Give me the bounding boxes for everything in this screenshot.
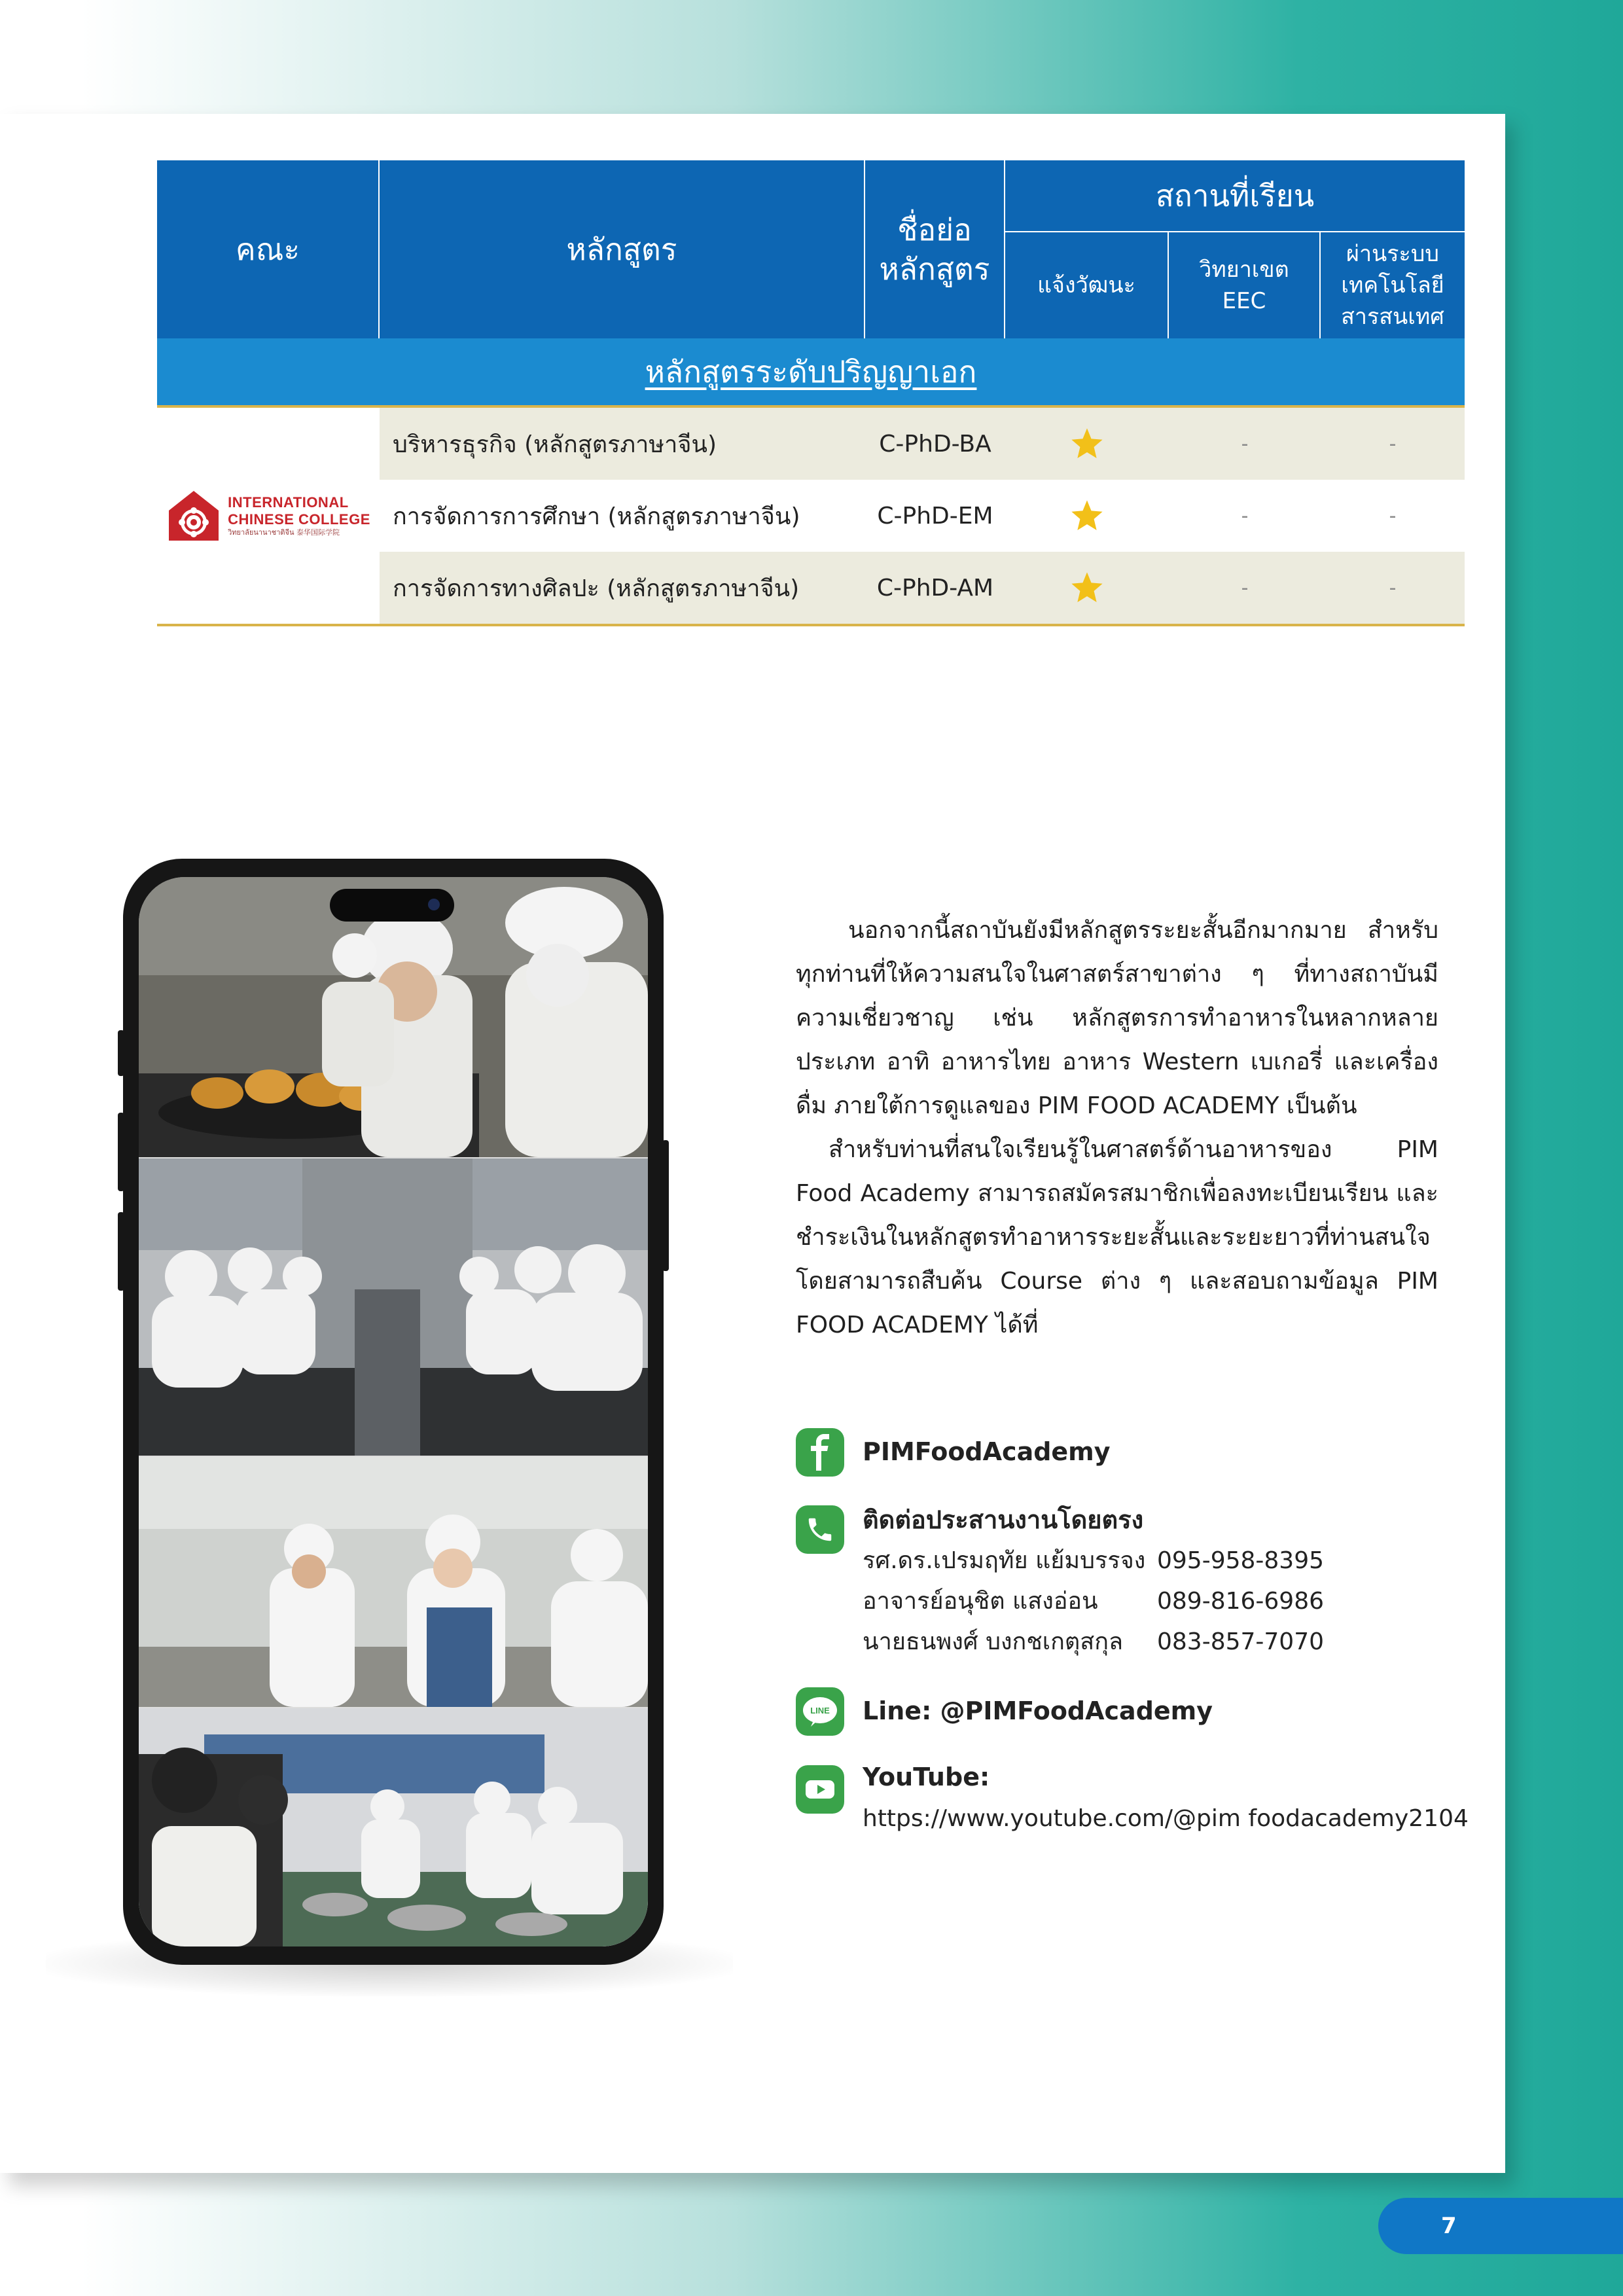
program-name: การจัดการทางศิลปะ (หลักสูตรภาษาจีน) — [393, 575, 800, 602]
line-icon-text: LINE — [810, 1706, 830, 1715]
phone-mockup — [123, 859, 664, 1965]
phone-icon — [796, 1505, 844, 1554]
header-divider — [378, 160, 380, 338]
phone-button — [118, 1212, 124, 1291]
header-loc-chaengwattana: แจ้งวัฒนะ — [1037, 272, 1135, 298]
phone-button — [118, 1113, 124, 1191]
loc-chaengwattana — [1005, 570, 1169, 605]
loc-eec: - — [1241, 576, 1249, 600]
program-table — [157, 160, 1465, 626]
contact-person — [863, 1541, 1324, 1581]
header-loc-eec: วิทยาเขต EEC — [1199, 257, 1289, 314]
header-location: สถานที่เรียน — [1155, 178, 1315, 213]
header-abbr: ชื่อย่อ หลักสูตร — [879, 212, 990, 287]
line-icon — [796, 1687, 844, 1736]
header-faculty: คณะ — [235, 232, 300, 267]
section-title-doctoral: หลักสูตรระดับปริญญาเอก — [157, 338, 1465, 408]
photo-class-prep — [139, 1708, 648, 1946]
header-program: หลักสูตร — [566, 232, 677, 267]
camera-icon — [428, 899, 440, 910]
person-phone[interactable]: 089-816-6986 — [1157, 1588, 1325, 1615]
program-abbr: C-PhD-EM — [877, 502, 993, 529]
loc-eec: - — [1241, 432, 1249, 456]
header-loc-online: ผ่านระบบ เทคโนโลยี สารสนเทศ — [1341, 241, 1444, 330]
phone-screen — [139, 877, 648, 1946]
youtube-icon — [796, 1765, 844, 1814]
person-name: อาจารย์อนุชิต แสงอ่อน — [863, 1588, 1098, 1615]
phone-button — [662, 1140, 669, 1271]
header-divider — [1004, 231, 1465, 232]
college-emblem-icon — [166, 488, 221, 543]
facebook-handle: PIMFoodAcademy — [863, 1437, 1111, 1466]
person-phone[interactable]: 095-958-8395 — [1157, 1547, 1325, 1574]
table-body — [157, 408, 1465, 624]
table-bottom-rule — [157, 624, 1465, 626]
logo-line-2: CHINESE COLLEGE — [228, 511, 370, 528]
program-abbr: C-PhD-AM — [876, 574, 994, 601]
program-name: การจัดการการศึกษา (หลักสูตรภาษาจีน) — [393, 503, 800, 530]
header-divider — [1168, 232, 1169, 338]
phone-button — [118, 1030, 124, 1076]
person-name: รศ.ดร.เปรมฤทัย แย้มบรรจง — [863, 1547, 1146, 1574]
loc-online: - — [1389, 504, 1397, 528]
photo-kitchen-lab — [139, 1158, 648, 1456]
loc-online: - — [1389, 576, 1397, 600]
star-icon — [1069, 426, 1105, 461]
loc-online: - — [1389, 432, 1397, 456]
header-divider — [864, 160, 865, 338]
phone-notch — [330, 889, 454, 922]
star-icon — [1069, 498, 1105, 533]
table-header — [157, 160, 1465, 338]
loc-chaengwattana — [1005, 426, 1169, 461]
youtube-url[interactable]: https://www.youtube.com/@pim foodacademy2104 — [863, 1805, 1469, 1832]
table-row — [380, 552, 1465, 624]
facebook-icon — [796, 1428, 844, 1477]
table-row — [380, 480, 1465, 552]
header-divider — [1004, 160, 1005, 338]
logo-line-1: INTERNATIONAL — [228, 494, 349, 511]
international-chinese-college-logo — [166, 488, 370, 543]
line-handle[interactable]: Line: @PIMFoodAcademy — [863, 1696, 1213, 1725]
loc-chaengwattana — [1005, 498, 1169, 533]
contact-person — [863, 1581, 1324, 1622]
person-name: นายธนพงศ์ บงกชเกตุสกุล — [863, 1628, 1124, 1655]
logo-line-3: วิทยาลัยนานาชาติจีน 泰华国际学院 — [228, 528, 340, 537]
person-phone[interactable]: 083-857-7070 — [1157, 1628, 1325, 1655]
program-name: บริหารธุรกิจ (หลักสูตรภาษาจีน) — [393, 431, 717, 458]
header-divider — [1319, 232, 1321, 338]
phone-contact-title: ติดต่อประสานงานโดยตรง — [863, 1505, 1144, 1534]
youtube-label: YouTube: — [863, 1763, 990, 1791]
intro-paragraph: นอกจากนี้สถาบันยังมีหลักสูตรระยะสั้นอีกมากมาย สำหรับทุกท่านที่ให้ความสนใจในศาสตร์สาขาต่าง ๆ ที่ทางสถาบันมีความเชี่ยวชาญ เช่น หลักสูตรการทำอาหารในหลากหลายประเภท อาทิ อาหารไทย อาหาร Western เบเกอรี่ และเครื่องดื่ม ภายใต้การดูแลของ PIM FOOD ACADEMY เป็นต้น — [796, 917, 1438, 1119]
photo-instructors — [139, 1457, 648, 1707]
contact-person — [863, 1622, 1324, 1662]
table-row — [380, 408, 1465, 480]
faculty-logo-cell — [157, 408, 380, 624]
page-number: 7 — [1378, 2198, 1623, 2254]
program-abbr: C-PhD-BA — [879, 430, 991, 457]
star-icon — [1069, 570, 1105, 605]
signup-paragraph: สำหรับท่านที่สนใจเรียนรู้ในศาสตร์ด้านอาหารของ PIM Food Academy สามารถสมัครสมาชิกเพื่อลงทะเบียนเรียน และชำระเงินในหลักสูตรทำอาหารระยะสั้นและระยะยาวที่ท่านสนใจ โดยสามารถสืบค้น Course ต่าง ๆ และสอบถามข้อมูล PIM FOOD ACADEMY ได้ที่ — [796, 1136, 1438, 1338]
loc-eec: - — [1241, 504, 1249, 528]
